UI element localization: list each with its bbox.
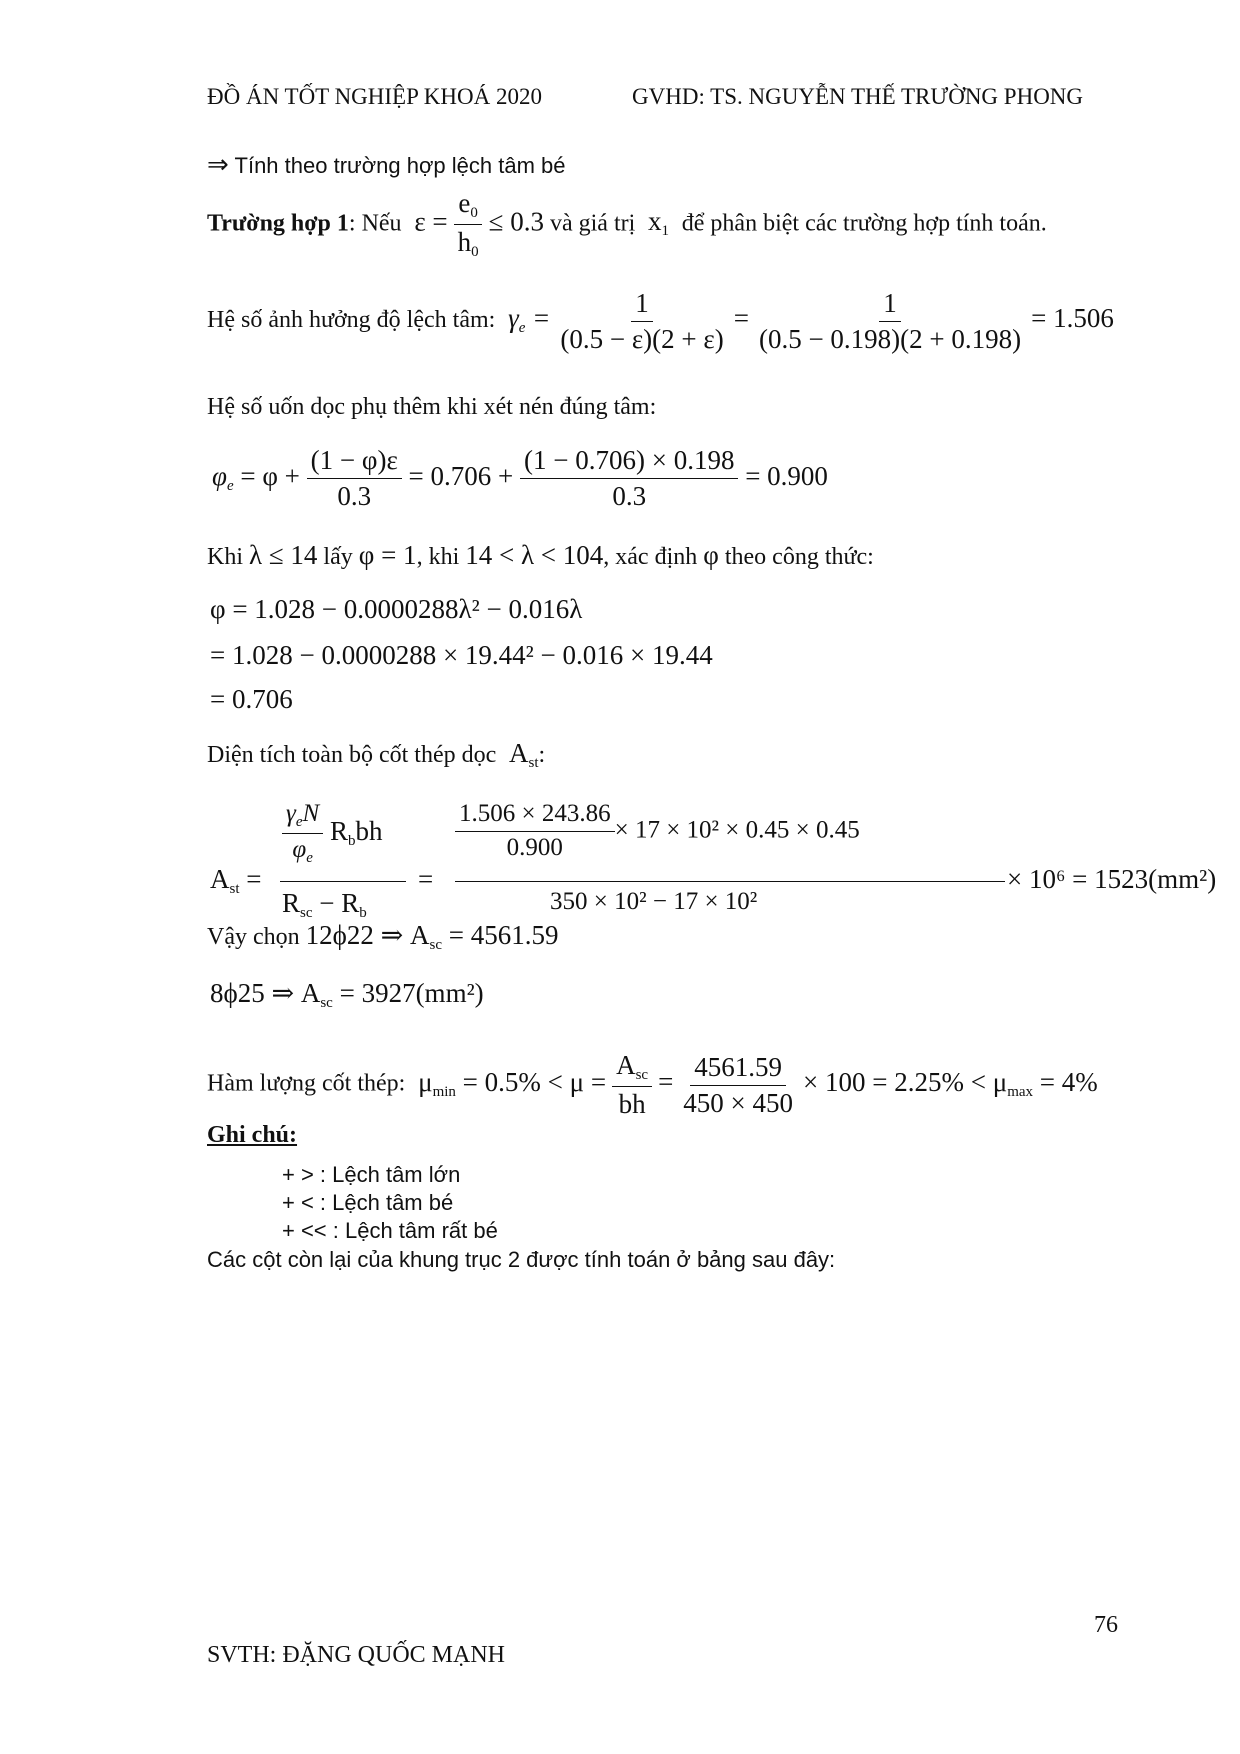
phi-line-2: = 1.028 − 0.0000288 × 19.44² − 0.016 × 19.44 (210, 640, 713, 670)
khi-line: Khi λ ≤ 14 lấy φ = 1, khi 14 < λ < 104, xác định φ theo công thức: (207, 540, 874, 570)
case1-cond: ≤ 0.3 (488, 206, 544, 237)
phi-e-mid: = 0.706 + (408, 460, 514, 491)
ast-label: Diện tích toàn bộ cốt thép dọc (207, 742, 497, 768)
case1-mid: và giá trị (549, 210, 636, 237)
notes-closing: Các cột còn lại của khung trục 2 được tính toán ở bảng sau đây: (207, 1247, 836, 1272)
mu-label: Hàm lượng cốt thép: (207, 1070, 406, 1097)
note-item: + > : Lệch tâm lớn (282, 1162, 461, 1187)
ast-formula: $A_{st}$ = $\frac{\gamma_eN}{\varphi_e}$ $R_bbh$ $R_{sc} - R_b$ = $\frac{1.506 \times 243.86}{0.900}$ × 17 × 10² × 0.45 × 0.45 350 × 10² − 17 × 10² × 10⁶ = 1523(mm²) (210, 800, 1217, 921)
gamma-frac-2: $\frac{1}{(0.5 - 0.198)(2 + 0.198)}$ (758, 288, 1022, 355)
choose-line-1: Vậy chọn 12ϕ22 ⇒ $A_{sc} = 4561.59$ (207, 920, 559, 953)
note-item: + < : Lệch tâm bé (282, 1190, 454, 1215)
mu-frac-2: $\frac{4561.59}{450 \times 450}$ (683, 1051, 794, 1118)
epsilon-symbol: ε = (407, 206, 448, 237)
notes-title: Ghi chú: (207, 1122, 298, 1148)
phi-e-formula: $\varphi_e = \varphi$ + $\frac{(1 - \varphi)\varepsilon}{0.3}$ = 0.706 + $\frac{(1 - 0.706) \times 0.198}{0.3}$ = 0.900 (212, 445, 828, 512)
phi-e-label: Hệ số uốn dọc phụ thêm khi xét nén đúng tâm: (207, 394, 657, 420)
page-number: 76 (1094, 1612, 1118, 1638)
gamma-symbol: $\gamma_e$ = (501, 303, 551, 337)
gamma-label: Hệ số ảnh hưởng độ lệch tâm: (207, 307, 496, 334)
case1-label: Trường hợp 1 (207, 210, 349, 237)
mu-frac-1: $\frac{A_{sc}}{bh}$ (612, 1050, 652, 1120)
gamma-result: = 1.506 (1031, 303, 1114, 334)
case1-pre: : Nếu (348, 210, 402, 237)
conclusion-line (207, 150, 566, 180)
header-right: GVHD: TS. NGUYỄN THẾ TRƯỜNG PHONG (632, 84, 1084, 109)
ast-result: × 10⁶ = 1523(mm²) (1007, 864, 1217, 894)
choose-line-2: 8ϕ25 ⇒ $A_{sc} = 3927(mm^2)$ (210, 978, 484, 1011)
gamma-line: Hệ số ảnh hưởng độ lệch tâm: $\gamma_e$ = $\frac{1}{(0.5 - \varepsilon)(2 + \varepsilon)}$ = $\frac{1}{(0.5 - 0.198)(2 + 0.198)}$ = 1.506 (207, 288, 1114, 355)
header-left: ĐỒ ÁN TỐT NGHIỆP KHOÁ 2020 (207, 84, 542, 109)
case1-line (207, 188, 1047, 262)
implies-arrow-icon: ⇒ (207, 150, 229, 180)
x1-symbol: $x_1$ (641, 206, 670, 240)
ast-label-line: Diện tích toàn bộ cốt thép dọc $A_{st}$: (207, 738, 546, 771)
case1-post: để phân biệt các trường hợp tính toán. (681, 210, 1047, 237)
conclusion-text: Tính theo trường hợp lệch tâm bé (234, 153, 566, 178)
phi-line-1: φ = 1.028 − 0.0000288λ² − 0.016λ (210, 594, 583, 624)
phi-e-frac-1: $\frac{(1 - \varphi)\varepsilon}{0.3}$ (307, 445, 402, 512)
gamma-frac-1: $\frac{1}{(0.5 - \varepsilon)(2 + \varepsilon)}$ (560, 288, 724, 355)
ast-inner-fraction: $\frac{1.506 \times 243.86}{0.900}$ (455, 800, 615, 863)
note-item: + << : Lệch tâm rất bé (282, 1218, 498, 1243)
phi-e-result: = 0.900 (745, 460, 828, 491)
footer-student: SVTH: ĐẶNG QUỐC MẠNH (207, 1642, 506, 1668)
ast-symbol: $A_{st}$ (509, 738, 539, 771)
e0-over-h0: $\frac{e_0}{h_0}$ (454, 188, 483, 262)
phi-e-frac-2: $\frac{(1 - 0.706) \times 0.198}{0.3}$ (520, 445, 738, 512)
phi-line-3: = 0.706 (210, 684, 293, 714)
mu-line: Hàm lượng cốt thép: $\mu_{min} = 0.5\% < \mu$ = $\frac{A_{sc}}{bh}$ = $\frac{4561.59}{450 \times 450}$ × $100 = 2.25\% < \mu_{max} = 4\%$ (207, 1050, 1098, 1120)
